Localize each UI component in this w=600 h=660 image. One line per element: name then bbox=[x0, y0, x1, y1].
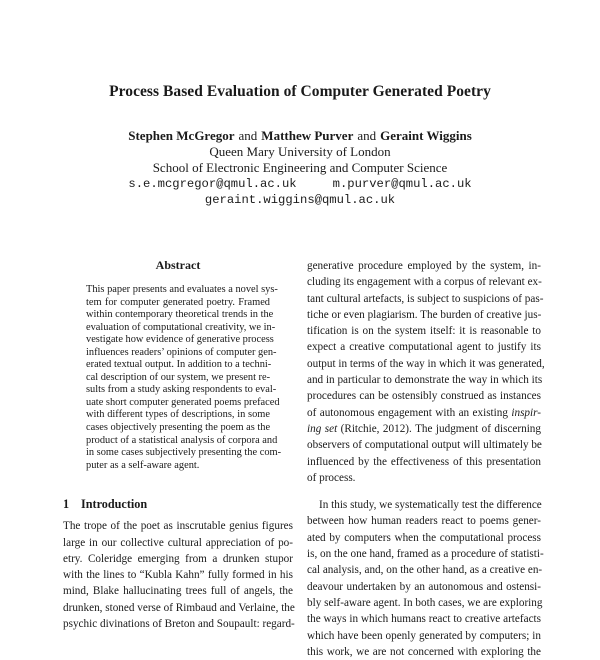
affiliation: Queen Mary University of London bbox=[209, 144, 391, 159]
abstract-line: uate short computer generated poems prefaced bbox=[86, 396, 280, 408]
abstract-line: in some cases subjectively presenting the com- bbox=[86, 447, 282, 459]
body-line: tification is on the system itself: it is reasonable to bbox=[307, 325, 541, 338]
left-column bbox=[63, 258, 293, 632]
body-paragraph bbox=[307, 497, 544, 660]
abstract-line: cal description of our system, we present re- bbox=[86, 371, 271, 383]
abstract-line: vestigate how evidence of generative process bbox=[86, 334, 274, 346]
body-line: with the lines to “Kubla Kahn” fully formed in his bbox=[63, 569, 293, 582]
abstract-line: with different types of descriptions, in some bbox=[86, 409, 270, 421]
author-name: Matthew Purver bbox=[261, 128, 354, 143]
body-line: procedures can be ostensibly construed as instances bbox=[307, 390, 541, 403]
body-line: expect a creative computational agent to justify its bbox=[307, 341, 541, 354]
body-line: large in our collective cultural appreciation of po- bbox=[63, 536, 293, 549]
body-line: drunken, stoned verse of Rimbaud and Verlaine, the bbox=[63, 601, 295, 614]
abstract-line: puter as a self-aware agent. bbox=[86, 459, 200, 471]
body-line: ated by computers when the computational process bbox=[307, 531, 541, 544]
introduction-body bbox=[63, 518, 293, 632]
body-line: bly self-aware agent. In both cases, we are exploring bbox=[307, 596, 543, 609]
abstract-line: erated textual output. In addition to a techni- bbox=[86, 359, 272, 371]
body-line: etry. Coleridge emerging from a drunken stupor bbox=[63, 552, 293, 565]
abstract-line: product of a statistical analysis of corpora and bbox=[86, 434, 278, 446]
body-line: deavour undertaken by an autonomous and ostensi- bbox=[307, 580, 541, 593]
abstract-line: evaluation of computational creativity, we in- bbox=[86, 321, 276, 333]
department: School of Electronic Engineering and Computer Science bbox=[152, 160, 448, 175]
body-line: which have been openly generated by computers; in bbox=[307, 629, 541, 642]
body-line: is, on the one hand, framed as a procedure of statisti- bbox=[307, 548, 544, 561]
body-line: of process. bbox=[307, 471, 356, 484]
author-name: Stephen McGregor bbox=[128, 128, 235, 143]
body-line: psychic divinations of Breton and Soupault: regard- bbox=[63, 617, 295, 630]
author-email: geraint.wiggins@qmul.ac.uk bbox=[204, 193, 396, 207]
author-name: Geraint Wiggins bbox=[380, 128, 472, 143]
section-title: Introduction bbox=[81, 497, 148, 512]
abstract-body bbox=[86, 284, 282, 472]
body-line: The trope of the poet as inscrutable genius figures bbox=[63, 520, 293, 533]
author-email: s.e.mcgregor@qmul.ac.uk bbox=[128, 177, 297, 191]
body-line: cal analysis, and, on the other hand, as a creative en- bbox=[307, 564, 543, 577]
body-paragraph bbox=[307, 258, 545, 486]
body-line: tant cultural artefacts, is subject to suspicions of pas- bbox=[307, 292, 544, 305]
abstract-line: This paper presents and evaluates a novel sys- bbox=[86, 284, 278, 295]
body-line: generative procedure employed by the system, in- bbox=[307, 260, 541, 272]
author-email: m.purver@qmul.ac.uk bbox=[332, 177, 472, 191]
body-line: this work, we are not concerned with exploring the bbox=[307, 645, 541, 658]
body-line bbox=[307, 405, 541, 421]
italic-term: inspir- bbox=[511, 406, 541, 419]
body-line: In this study, we systematically test the difference bbox=[319, 499, 542, 512]
body-line bbox=[307, 421, 541, 437]
abstract-line: tem for computer generated poetry. Framed bbox=[86, 296, 270, 308]
author-separator: and bbox=[357, 128, 377, 143]
author-separator: and bbox=[238, 128, 258, 143]
italic-term: ing set bbox=[307, 422, 338, 435]
abstract-line: within contemporary theoretical trends in the bbox=[86, 309, 274, 321]
section-number: 1 bbox=[63, 497, 70, 512]
body-line: tiche or even plagiarism. The burden of creative jus- bbox=[307, 308, 542, 321]
body-text-span: of autonomous engagement with an existing bbox=[307, 406, 508, 419]
abstract-line: sults from a study asking respondents to eval- bbox=[86, 384, 277, 396]
body-line: output in terms of the way in which it was generated, bbox=[307, 357, 545, 370]
abstract-line: cases objectively presenting the poem as the bbox=[86, 422, 271, 434]
email-row bbox=[0, 176, 600, 192]
author-block bbox=[0, 128, 600, 208]
author-names bbox=[0, 128, 600, 144]
section-heading bbox=[63, 497, 293, 512]
body-line: mind, Blake hallucinating trees full of angels, the bbox=[63, 585, 293, 598]
email-row bbox=[0, 192, 600, 208]
body-text-span: (Ritchie, 2012). The judgment of discerning bbox=[337, 422, 541, 435]
body-line: influenced by the effectiveness of this presentation bbox=[307, 455, 541, 468]
abstract-line: influences readers’ opinions of computer gen- bbox=[86, 346, 277, 358]
body-line: observers of computational output will ultimately be bbox=[307, 439, 542, 452]
body-line: the ways in which humans react to creative artefacts bbox=[307, 613, 541, 626]
abstract-heading: Abstract bbox=[155, 258, 201, 272]
body-line: and in particular to demonstrate the way in which its bbox=[307, 374, 543, 387]
body-line: between how human readers react to poems gener- bbox=[307, 515, 541, 528]
body-line: cluding its engagement with a corpus of relevant ex- bbox=[307, 276, 542, 289]
paper-title: Process Based Evaluation of Computer Generated Poetry bbox=[109, 83, 491, 100]
